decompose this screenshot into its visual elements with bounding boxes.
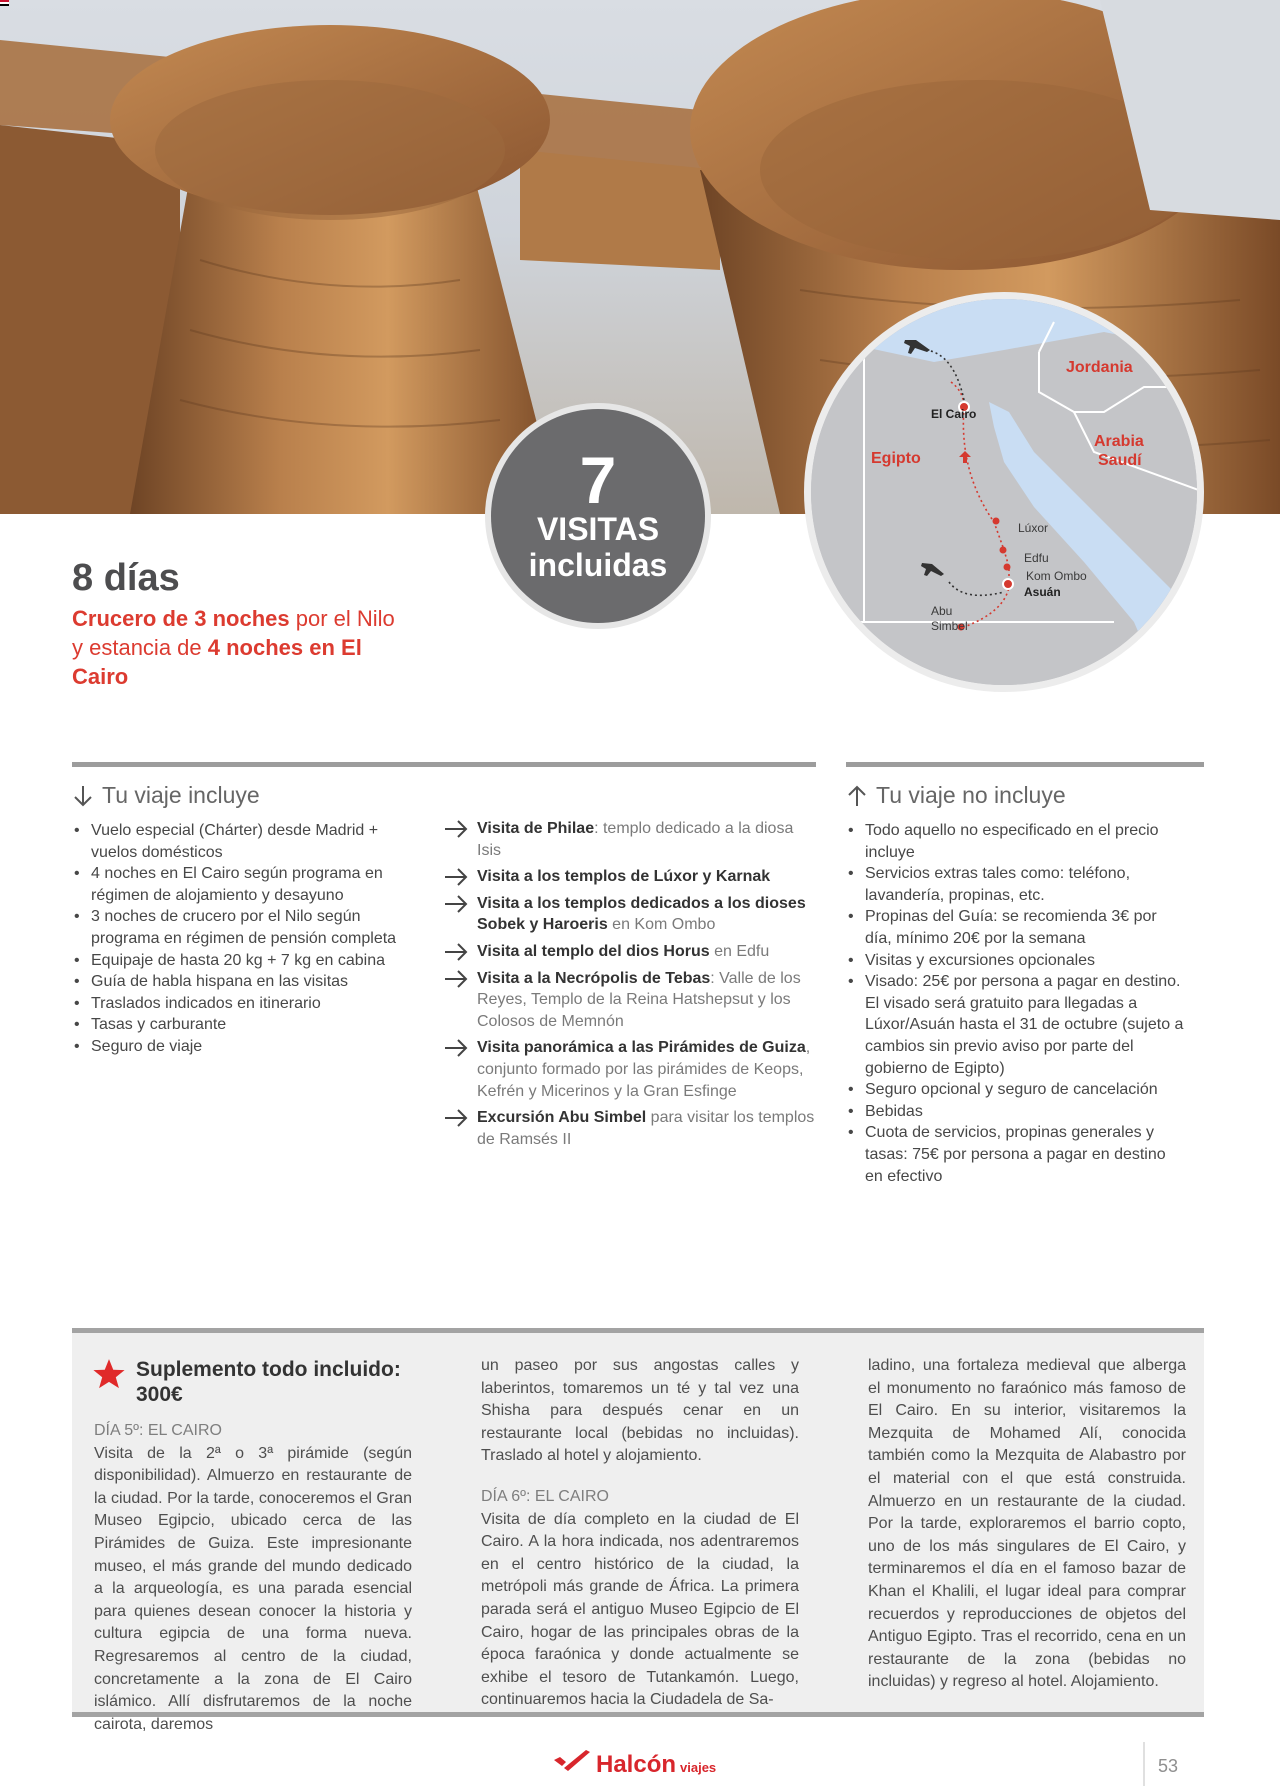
list-item: • Seguro de viaje [72,1036,412,1058]
visits-count: 7 [579,443,617,517]
supplement-title: Suplemento todo incluido: 300€ [136,1358,401,1406]
visits-list [444,818,820,1155]
map-label-saudi: Saudí [1098,452,1142,469]
visit-item [444,893,820,936]
arrow-up-icon [846,784,868,808]
list-item: • Cuota de servicios, propinas generales y tasas: 75€ por persona a pagar en destino en efectivo [846,1122,1186,1187]
arrow-right-icon [444,820,468,838]
map-label-simbel: Simbel [931,619,968,633]
arrow-right-icon [444,868,468,886]
day5-text-continued: un paseo por sus angostas calles y laberintos, tomaremos un té y tal vez una Shisha para después cenar en un restaurante local (bebidas no incluidas). Traslado al hotel y alojamiento. [481,1357,799,1465]
egypt-map-graphic [804,292,1204,692]
list-item: • Visado: 25€ por persona a pagar en destino. El visado será gratuito para llegadas a Lúxor/Asuán hasta el 31 de octubre (sujeto a cambios sin previo aviso por parte del gobierno de Egipto) [846,971,1186,1079]
day6-heading: DÍA 6º: EL CAIRO [481,1487,609,1505]
arrow-down-icon [72,784,94,808]
page-divider [1143,1742,1145,1786]
day5-text: Visita de la 2ª o 3ª pirámide (según disponibilidad). Almuerzo en restaurante de la ciudad. Por la tarde, conoceremos el Gran Museo Egipcio, ubicado cerca de las Pirámides de Guiza. Este impresionante museo, el más grande del mundo dedicado a la arqueología, es una parada esencial para quienes desean conocer la historia y cultura egipcia de una forma nueva. Regresaremos al centro de la ciudad, concretamente a la zona de El Cairo islámico. Allí disfrutaremos de la noche cairota, daremos [94,1444,412,1733]
visit-item [444,818,820,861]
list-item: • Propinas del Guía: se recomienda 3€ por día, mínimo 20€ por la semana [846,906,1186,949]
map-label-abu: Abu [931,604,953,618]
arrow-right-icon [444,1109,468,1127]
includes-heading [72,782,260,809]
visit-item [444,968,820,1033]
list-item: • Todo aquello no especificado en el precio incluye [846,820,1186,863]
arrow-right-icon [444,1039,468,1057]
map-label-arabia: Arabia [1094,433,1144,450]
day5-heading: DÍA 5º: EL CAIRO [94,1422,222,1439]
excludes-list [846,820,1186,1187]
excludes-heading [846,782,1066,809]
includes-heading-text: Tu viaje incluye [102,782,260,808]
subtitle-cairo: 4 noches en El Cairo [72,635,362,689]
excludes-heading-text: Tu viaje no incluye [876,782,1066,808]
map-label-jordania: Jordania [1066,359,1133,376]
arrow-right-icon [444,895,468,913]
logo-sub-text: viajes [680,1760,717,1775]
visit-detail: : templo dedicado a la diosa Isis [477,820,794,859]
visit-item [444,1107,820,1150]
visit-item [444,1037,820,1102]
visit-title: Visita de Philae [477,820,595,837]
subtitle-cruise: Crucero de 3 noches [72,606,290,631]
visits-label-2: incluidas [528,547,668,583]
trip-duration: 8 días [72,557,180,599]
day6-text-continued: ladino, una fortaleza medieval que alberga el monumento no faraónico más famoso de El Cairo. En su interior, visitaremos la Mezquita de Mohamed Alí, conocida también como la Mezquita de Alabastro por el material con el que está construida. Almuerzo en un restaurante de la ciudad. Por la tarde, exploraremos el barrio copto, uno de los más singulares de El Cairo, y terminaremos el día en el famoso bazar de Khan el Khalili, el lugar ideal para comprar recuerdos y reproducciones de objetos del Antiguo Egipto. Tras el recorrido, cena en un restaurante de la zona (bebidas no incluidas) y regreso al hotel. Alojamiento. [868,1357,1186,1691]
excludes-rule [846,762,1204,767]
visit-title: Visita a la Necrópolis de Tebas [477,969,711,987]
list-item: • Bebidas [846,1101,1186,1123]
supplement-header [92,1357,406,1407]
supplement-col-2 [481,1355,799,1712]
list-item: • 3 noches de crucero por el Nilo según programa en régimen de pensión completa [72,906,412,949]
star-icon [92,1357,126,1391]
visits-label-1: VISITAS [536,511,660,547]
includes-rule [72,762,816,767]
map-label-asuan: Asuán [1024,585,1061,599]
day6-text: Visita de día completo en la ciudad de El Cairo. A la hora indicada, nos adentraremos en el centro histórico de la ciudad, la metrópoli más grande de África. La primera parada será el antiguo Museo Egipcio de El Cairo, hogar de las principales obras de la época faraónica y donde actualmente se exhibe el tesoro de Tutankamón. Luego, continuaremos hacia la Ciudadela de Sa- [481,1510,799,1709]
subtitle-middle: por el Nilo y estancia de [72,606,395,660]
halcon-logo [552,1748,716,1779]
visit-detail: en Kom Ombo [607,916,716,934]
arrow-right-icon [444,970,468,988]
visit-detail: : Valle de los Reyes, Templo de la Reina Hatshepsut y los Colosos de Memnón [477,969,801,1030]
trip-subtitle [72,604,402,691]
halcon-wing-icon [552,1748,592,1772]
list-item: • 4 noches en El Cairo según programa en régimen de alojamiento y desayuno [72,863,412,906]
visit-title: Visita al templo del dios Horus [477,942,710,960]
list-item: • Equipaje de hasta 20 kg + 7 kg en cabina [72,950,412,972]
map-label-edfu: Edfu [1024,551,1049,565]
map-label-el-cairo: El Cairo [931,407,977,421]
route-map [804,292,1204,692]
visit-item [444,866,820,888]
visit-item [444,941,820,963]
arrow-right-icon [444,943,468,961]
list-item: • Visitas y excursiones opcionales [846,950,1186,972]
visit-title: Excursión Abu Simbel [477,1109,647,1127]
visit-title: Visita a los templos de Lúxor y Karnak [477,868,771,886]
visits-badge [485,403,711,629]
visit-detail: en Edfu [709,942,770,960]
visit-detail: para visitar los templos de Ramsés II [477,1109,815,1148]
supplement-col-1 [94,1420,412,1736]
egypt-flag-icon [0,0,9,6]
map-label-egipto: Egipto [871,450,921,467]
visit-detail: , conjunto formado por las pirámides de Keops, Kefrén y Micerinos y la Gran Esfinge [477,1039,811,1100]
visit-title: Visita panorámica a las Pirámides de Guiza [477,1039,806,1057]
list-item: • Traslados indicados en itinerario [72,993,412,1015]
list-item: • Tasas y carburante [72,1014,412,1036]
supplement-col-3 [868,1355,1186,1694]
includes-list [72,820,412,1058]
map-label-luxor: Lúxor [1018,521,1049,535]
visit-title: Visita a los templos dedicados a los dioses Sobek y Haroeris [477,894,806,934]
list-item: • Seguro opcional y seguro de cancelación [846,1079,1186,1101]
logo-main-text: Halcón [596,1751,677,1778]
list-item: • Servicios extras tales como: teléfono, lavandería, propinas, etc. [846,863,1186,906]
list-item: • Vuelo especial (Chárter) desde Madrid + vuelos domésticos [72,820,412,863]
map-label-kom-ombo: Kom Ombo [1026,569,1087,583]
list-item: • Guía de habla hispana en las visitas [72,971,412,993]
page-number: 53 [1158,1756,1179,1776]
